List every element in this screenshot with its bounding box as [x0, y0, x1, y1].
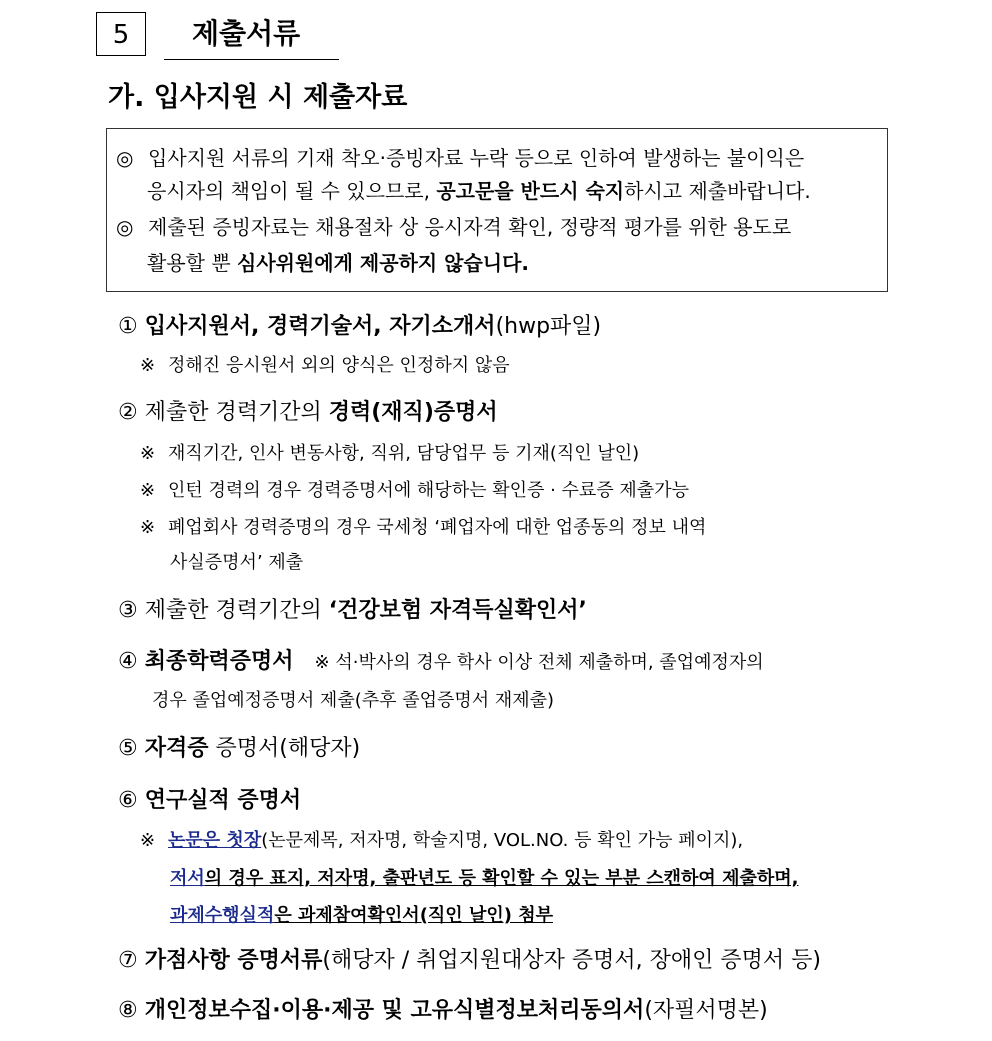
item-2-note-3-cont: 사실증명서’ 제출 — [170, 552, 304, 573]
double-circle-icon: ◎ — [116, 215, 134, 239]
reference-mark-icon: ※ — [140, 480, 156, 501]
subsection-title: 가. 입사지원 시 제출자료 — [108, 82, 408, 113]
double-circle-icon: ◎ — [116, 146, 134, 170]
item-7: ⑦ 가점사항 증명서류(해당자 / 취업지원대상자 증명서, 장애인 증명서 등) — [118, 948, 821, 973]
item-2-note-2: ※ 인턴 경력의 경우 경력증명서에 해당하는 확인증 · 수료증 제출가능 — [140, 477, 689, 505]
reference-mark-icon: ※ — [140, 355, 156, 376]
notice-line-1: ◎ 입사지원 서류의 기재 착오·증빙자료 누락 등으로 인하여 발생하는 불이익은 — [116, 143, 804, 173]
reference-mark-icon: ※ — [140, 443, 156, 464]
notice-line-3: ◎ 제출된 증빙자료는 채용절차 상 응시자격 확인, 정량적 평가를 위한 용도로 — [116, 212, 791, 242]
item-4-note: ※ 석·박사의 경우 학사 이상 전체 제출하며, 졸업예정자의 — [314, 652, 764, 673]
section-title: 제출서류 — [192, 17, 301, 50]
item-4-note-cont: 경우 졸업예정증명서 제출(추후 졸업증명서 재제출) — [152, 690, 555, 711]
reference-mark-icon: ※ — [140, 517, 156, 538]
reference-mark-icon: ※ — [314, 652, 330, 673]
notice-line-2: 응시자의 책임이 될 수 있으므로, 공고문을 반드시 숙지하시고 제출바랍니다. — [147, 179, 811, 203]
item-6-note-1: ※ 논문은 첫장(논문제목, 저자명, 학술지명, VOL.NO. 등 확인 가능 페이지), — [140, 827, 743, 855]
item-6-note-3: 과제수행실적은 과제참여확인서(직인 날인) 첨부 — [170, 905, 554, 926]
item-1-note: ※ 정해진 응시원서 외의 양식은 인정하지 않음 — [140, 352, 510, 380]
item-2: ② 제출한 경력기간의 경력(재직)증명서 — [118, 400, 498, 425]
item-8: ⑧ 개인정보수집·이용·제공 및 고유식별정보처리동의서(자필서명본) — [118, 998, 768, 1023]
reference-mark-icon: ※ — [140, 830, 156, 851]
item-4: ④ 최종학력증명서 ※ 석·박사의 경우 학사 이상 전체 제출하며, 졸업예정자의 — [118, 649, 764, 674]
notice-line-4: 활용할 뿐 심사위원에게 제공하지 않습니다. — [147, 251, 530, 275]
section-number-box: 5 — [96, 12, 146, 56]
section-title-underline — [164, 59, 339, 60]
item-6: ⑥ 연구실적 증명서 — [118, 788, 302, 813]
item-3: ③ 제출한 경력기간의 ‘건강보험 자격득실확인서’ — [118, 598, 587, 623]
item-5: ⑤ 자격증 증명서(해당자) — [118, 736, 361, 761]
item-1: ① 입사지원서, 경력기술서, 자기소개서(hwp파일) — [118, 314, 602, 339]
item-2-note-3: ※ 폐업회사 경력증명의 경우 국세청 ‘폐업자에 대한 업종동의 정보 내역 — [140, 514, 706, 542]
item-2-note-1: ※ 재직기간, 인사 변동사항, 직위, 담당업무 등 기재(직인 날인) — [140, 440, 639, 468]
item-6-note-2: 저서의 경우 표지, 저자명, 출판년도 등 확인할 수 있는 부분 스캔하여 제출하며, — [170, 868, 799, 889]
